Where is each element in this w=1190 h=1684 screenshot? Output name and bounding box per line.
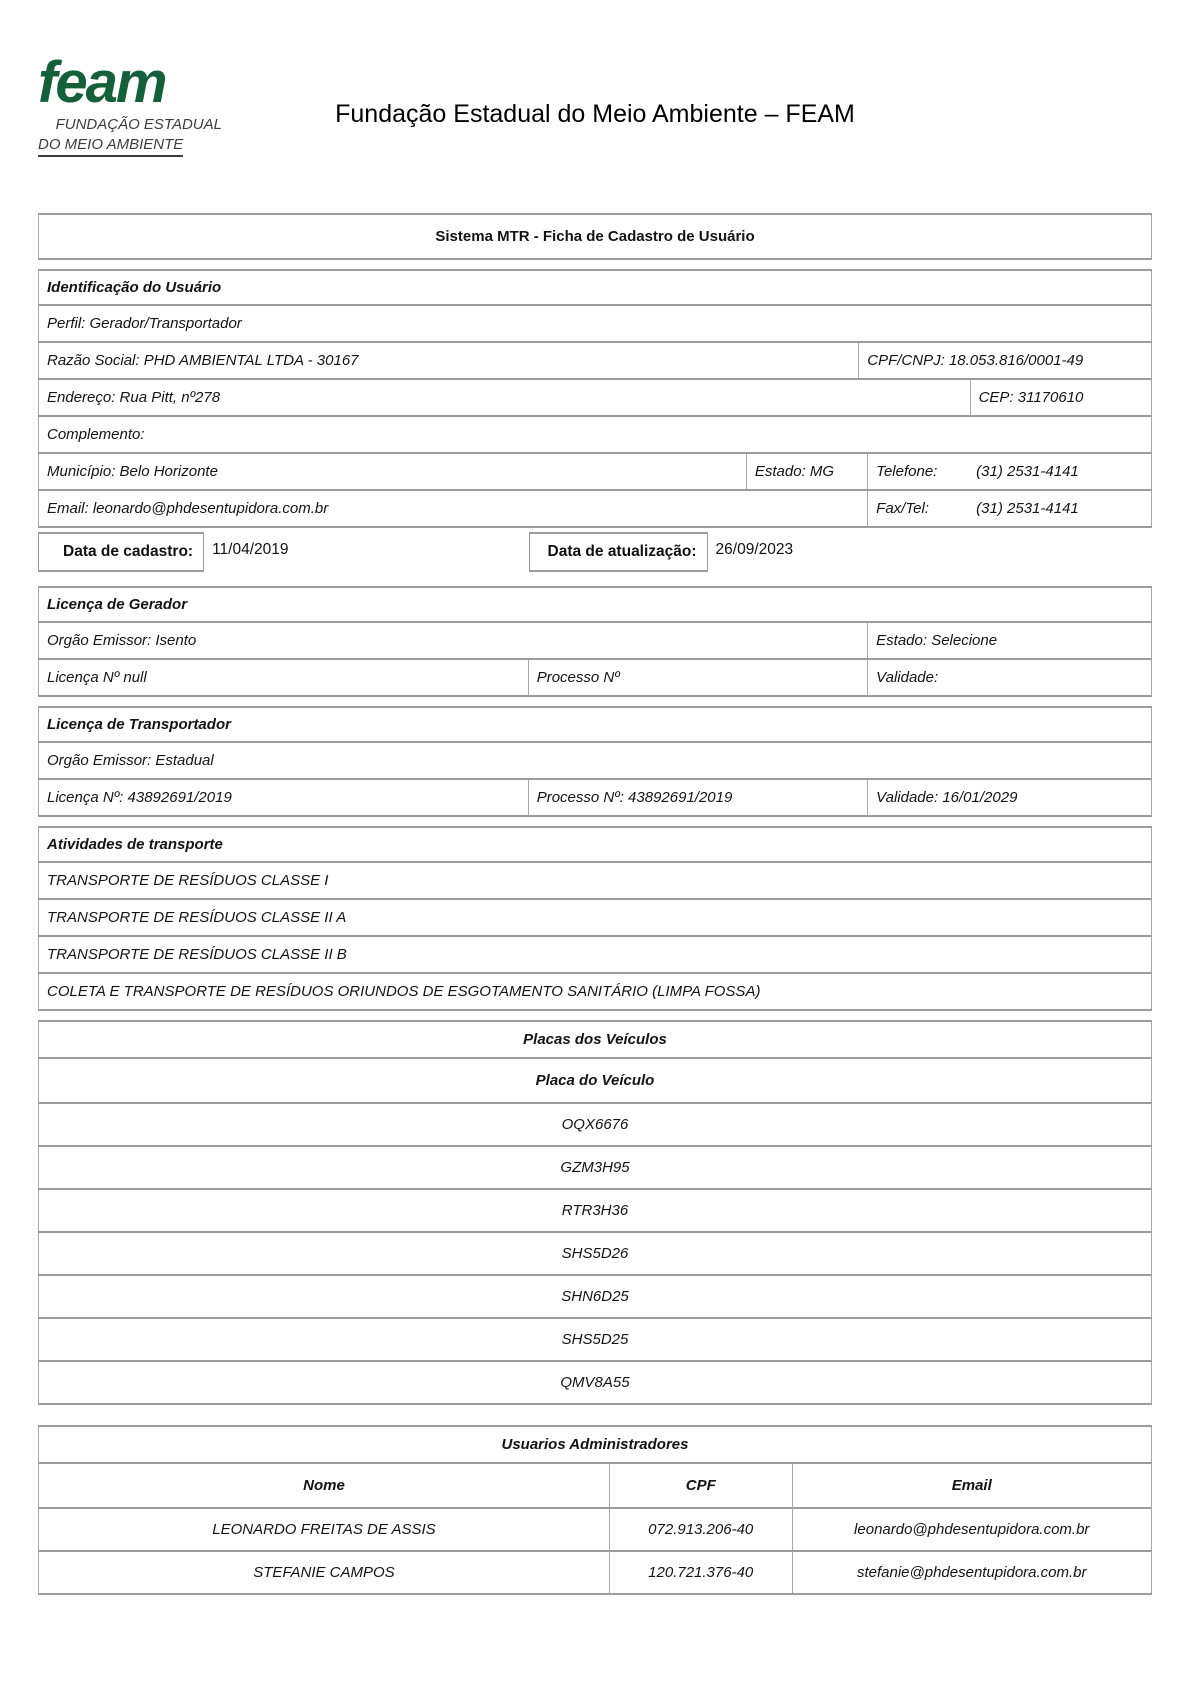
field-municipio: Município: Belo Horizonte xyxy=(39,453,747,490)
admin-row-email: leonardo@phdesentupidora.com.br xyxy=(792,1508,1152,1551)
field-cep: CEP: 31170610 xyxy=(970,379,1151,416)
field-perfil: Perfil: Gerador/Transportador xyxy=(39,305,1152,342)
data-atualizacao-label-box: Data de atualização: xyxy=(529,532,708,572)
section-title-identificacao: Identificação do Usuário xyxy=(39,270,1152,305)
transportador-processo: Processo Nº: 43892691/2019 xyxy=(528,779,867,816)
form-title-box xyxy=(38,213,1152,260)
placa-row: QMV8A55 xyxy=(39,1361,1152,1404)
page-header xyxy=(0,0,1190,213)
admin-row-email: stefanie@phdesentupidora.com.br xyxy=(792,1551,1152,1594)
feam-logo-subtitle-2: DO MEIO AMBIENTE xyxy=(38,136,183,157)
placa-row: GZM3H95 xyxy=(39,1146,1152,1189)
placa-row: OQX6676 xyxy=(39,1103,1152,1146)
section-identificacao xyxy=(38,269,1152,528)
section-admins xyxy=(38,1425,1152,1595)
section-title-licenca-transportador: Licença de Transportador xyxy=(39,707,1152,742)
section-atividades xyxy=(38,826,1152,1011)
fax-value: (31) 2531-4141 xyxy=(976,500,1079,517)
placa-row: SHS5D25 xyxy=(39,1318,1152,1361)
section-title-admins: Usuarios Administradores xyxy=(39,1426,1152,1463)
gerador-processo: Processo Nº xyxy=(528,659,867,696)
section-placas xyxy=(38,1020,1152,1405)
data-cadastro-value: 11/04/2019 xyxy=(212,541,289,558)
placa-row: RTR3H36 xyxy=(39,1189,1152,1232)
field-telefone xyxy=(868,453,1152,490)
telefone-value: (31) 2531-4141 xyxy=(976,463,1079,480)
dates-row xyxy=(38,532,1152,572)
section-title-licenca-gerador: Licença de Gerador xyxy=(39,587,1152,622)
atividade-item: TRANSPORTE DE RESÍDUOS CLASSE II A xyxy=(39,899,1152,936)
admin-row-cpf: 072.913.206-40 xyxy=(609,1508,792,1551)
field-fax xyxy=(868,490,1152,527)
feam-logo-word: feam xyxy=(38,50,166,115)
gerador-validade: Validade: xyxy=(868,659,1152,696)
placa-row: SHS5D26 xyxy=(39,1232,1152,1275)
field-endereco: Endereço: Rua Pitt, nº278 xyxy=(39,379,971,416)
field-cpf-cnpj: CPF/CNPJ: 18.053.816/0001-49 xyxy=(859,342,1152,379)
telefone-label: Telefone: xyxy=(876,463,938,480)
atividade-item: TRANSPORTE DE RESÍDUOS CLASSE I xyxy=(39,862,1152,899)
gerador-orgao-emissor: Orgão Emissor: Isento xyxy=(39,622,868,659)
fax-label: Fax/Tel: xyxy=(876,500,929,517)
section-licenca-gerador xyxy=(38,586,1152,697)
form-title: Sistema MTR - Ficha de Cadastro de Usuário xyxy=(39,214,1152,259)
section-title-atividades: Atividades de transporte xyxy=(39,827,1152,862)
admins-col-nome: Nome xyxy=(39,1463,610,1508)
gerador-estado: Estado: Selecione xyxy=(868,622,1152,659)
admin-row-nome: LEONARDO FREITAS DE ASSIS xyxy=(39,1508,610,1551)
field-complemento: Complemento: xyxy=(39,416,1152,453)
section-licenca-transportador xyxy=(38,706,1152,817)
placas-column-header: Placa do Veículo xyxy=(39,1058,1152,1103)
field-estado: Estado: MG xyxy=(746,453,867,490)
data-cadastro-label-box: Data de cadastro: xyxy=(38,532,204,572)
admin-row-cpf: 120.721.376-40 xyxy=(609,1551,792,1594)
field-email: Email: leonardo@phdesentupidora.com.br xyxy=(39,490,868,527)
section-title-placas: Placas dos Veículos xyxy=(39,1021,1152,1058)
transportador-orgao-emissor: Orgão Emissor: Estadual xyxy=(39,742,1152,779)
transportador-licenca: Licença Nº: 43892691/2019 xyxy=(39,779,529,816)
atividade-item: COLETA E TRANSPORTE DE RESÍDUOS ORIUNDOS DE ESGOTAMENTO SANITÁRIO (LIMPA FOSSA) xyxy=(39,973,1152,1010)
transportador-validade: Validade: 16/01/2029 xyxy=(868,779,1152,816)
placa-row: SHN6D25 xyxy=(39,1275,1152,1318)
page-title: Fundação Estadual do Meio Ambiente – FEAM xyxy=(335,100,855,128)
data-atualizacao-value: 26/09/2023 xyxy=(715,541,794,558)
field-razao-social: Razão Social: PHD AMBIENTAL LTDA - 30167 xyxy=(39,342,859,379)
admins-col-cpf: CPF xyxy=(609,1463,792,1508)
admin-row-nome: STEFANIE CAMPOS xyxy=(39,1551,610,1594)
atividade-item: TRANSPORTE DE RESÍDUOS CLASSE II B xyxy=(39,936,1152,973)
gerador-licenca: Licença Nº null xyxy=(39,659,529,696)
feam-logo-subtitle-1: FUNDAÇÃO ESTADUAL xyxy=(55,116,222,133)
admins-col-email: Email xyxy=(792,1463,1152,1508)
